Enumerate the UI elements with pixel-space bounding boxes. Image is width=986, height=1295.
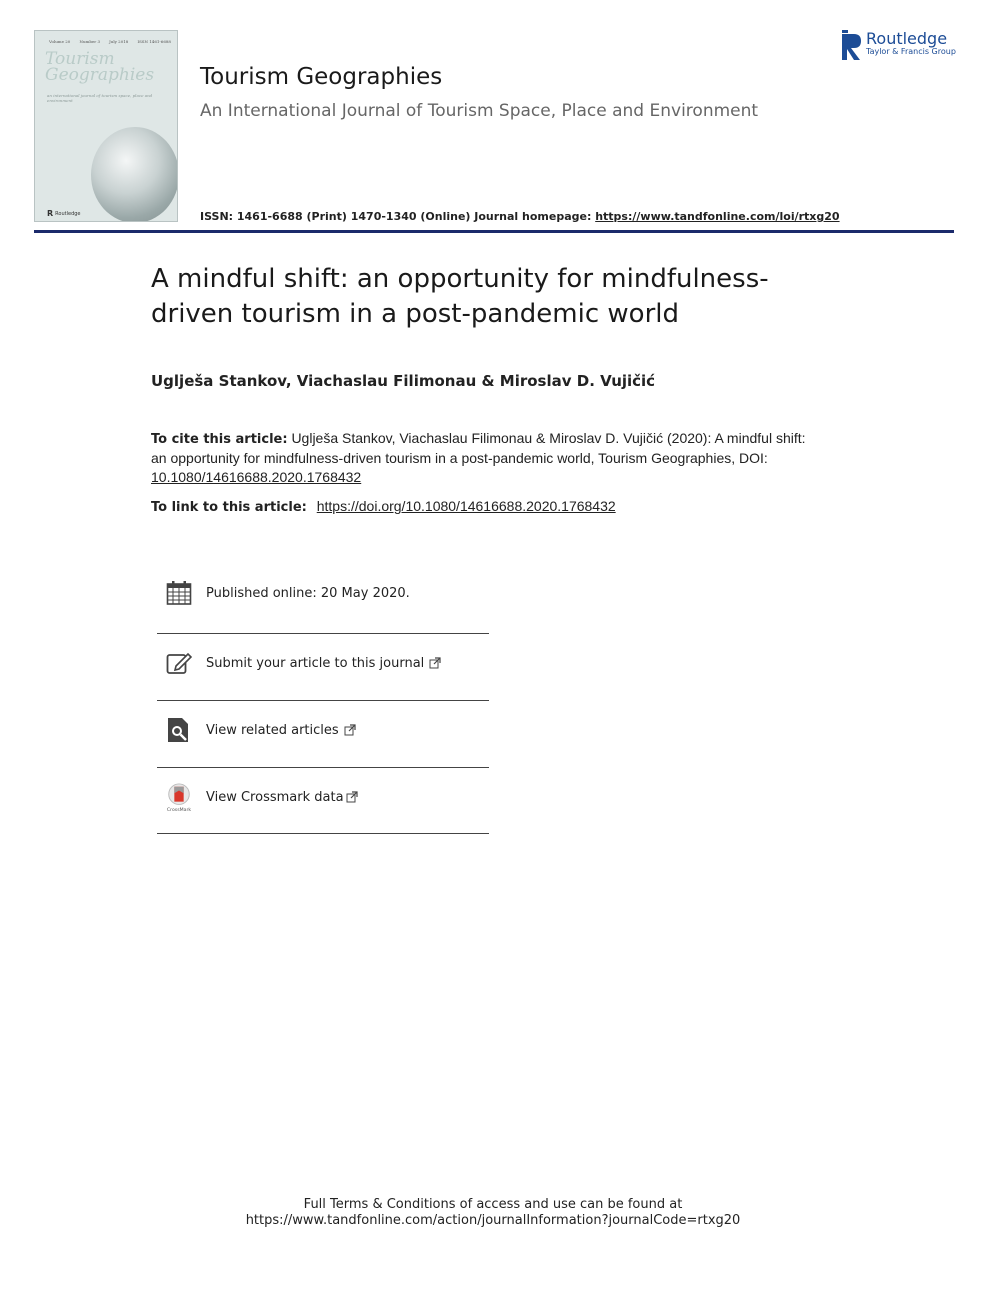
cite-text: Uglješa Stankov, Viachaslau Filimonau & Miroslav D. Vujičić (2020): A mindful shift: an opportunity for mindfulness-driven tourism in a post-pandemic world, Tourism Geographies, DOI: (151, 430, 806, 466)
header-divider (34, 230, 954, 233)
journal-cover-image (34, 30, 178, 222)
publisher-name: Routledge (866, 29, 948, 48)
submit-article-text: Submit your article to this journal (206, 655, 425, 671)
journal-subtitle: An International Journal of Tourism Space, Place and Environment (200, 101, 759, 121)
doi-link[interactable]: 10.1080/14616688.2020.1768432 (151, 469, 362, 485)
cover-meta (49, 39, 171, 44)
cover-volume: Volume 20 (49, 39, 71, 44)
footer-terms (0, 1197, 986, 1229)
cover-title (45, 51, 154, 83)
cover-title-line1: Tourism (45, 49, 115, 69)
published-online-row (157, 560, 489, 626)
issn-line (200, 210, 840, 223)
journal-title: Tourism Geographies (200, 64, 443, 90)
cover-number: Number 3 (79, 39, 100, 44)
article-authors: Uglješa Stankov, Viachaslau Filimonau & Miroslav D. Vujičić (151, 372, 656, 390)
cover-brand (47, 209, 81, 218)
journal-homepage-link[interactable]: https://www.tandfonline.com/loi/rtxg20 (595, 210, 840, 223)
issn-text: ISSN: 1461-6688 (Print) 1470-1340 (Online) Journal homepage: (200, 210, 596, 223)
cover-brand-text: Routledge (55, 210, 81, 217)
link-label: To link to this article: (151, 500, 307, 515)
crossmark-text: View Crossmark data (206, 789, 344, 805)
footer-terms-link[interactable]: https://www.tandfonline.com/action/journalInformation?journalCode=rtxg20 (245, 1213, 741, 1228)
cover-issn: ISSN 1461-6688 (137, 39, 171, 44)
cite-label: To cite this article: (151, 432, 288, 447)
external-link-icon (346, 791, 358, 803)
cover-subtitle: an international journal of tourism space, place and environment (47, 93, 153, 103)
routledge-r-icon (842, 30, 862, 60)
external-link-icon (429, 657, 441, 669)
view-related-articles-link[interactable] (157, 697, 489, 763)
article-link-line (151, 498, 616, 515)
divider (157, 833, 489, 834)
submit-article-link[interactable] (157, 630, 489, 696)
search-document-icon (165, 716, 193, 744)
external-link-icon (344, 724, 356, 736)
footer-line1: Full Terms & Conditions of access and use can be found at (303, 1197, 683, 1212)
calendar-icon (165, 579, 193, 607)
globe-image (91, 127, 178, 222)
edit-icon (165, 649, 193, 677)
citation-block (151, 429, 821, 487)
related-articles-text: View related articles (206, 722, 339, 738)
cover-title-line2: Geographies (45, 65, 155, 85)
routledge-mark-icon: R (47, 209, 54, 218)
view-crossmark-link[interactable] (157, 764, 489, 830)
published-online-text: Published online: 20 May 2020. (206, 585, 410, 601)
routledge-logo (842, 30, 956, 60)
svg-text:CrossMark: CrossMark (166, 808, 192, 813)
article-title: A mindful shift: an opportunity for mindfulness-driven tourism in a post-pandemic world (151, 264, 769, 329)
publisher-group: Taylor & Francis Group (866, 47, 956, 56)
article-doi-url[interactable]: https://doi.org/10.1080/14616688.2020.1768432 (316, 498, 616, 514)
crossmark-icon (165, 783, 193, 811)
cover-date: July 2018 (109, 39, 129, 44)
